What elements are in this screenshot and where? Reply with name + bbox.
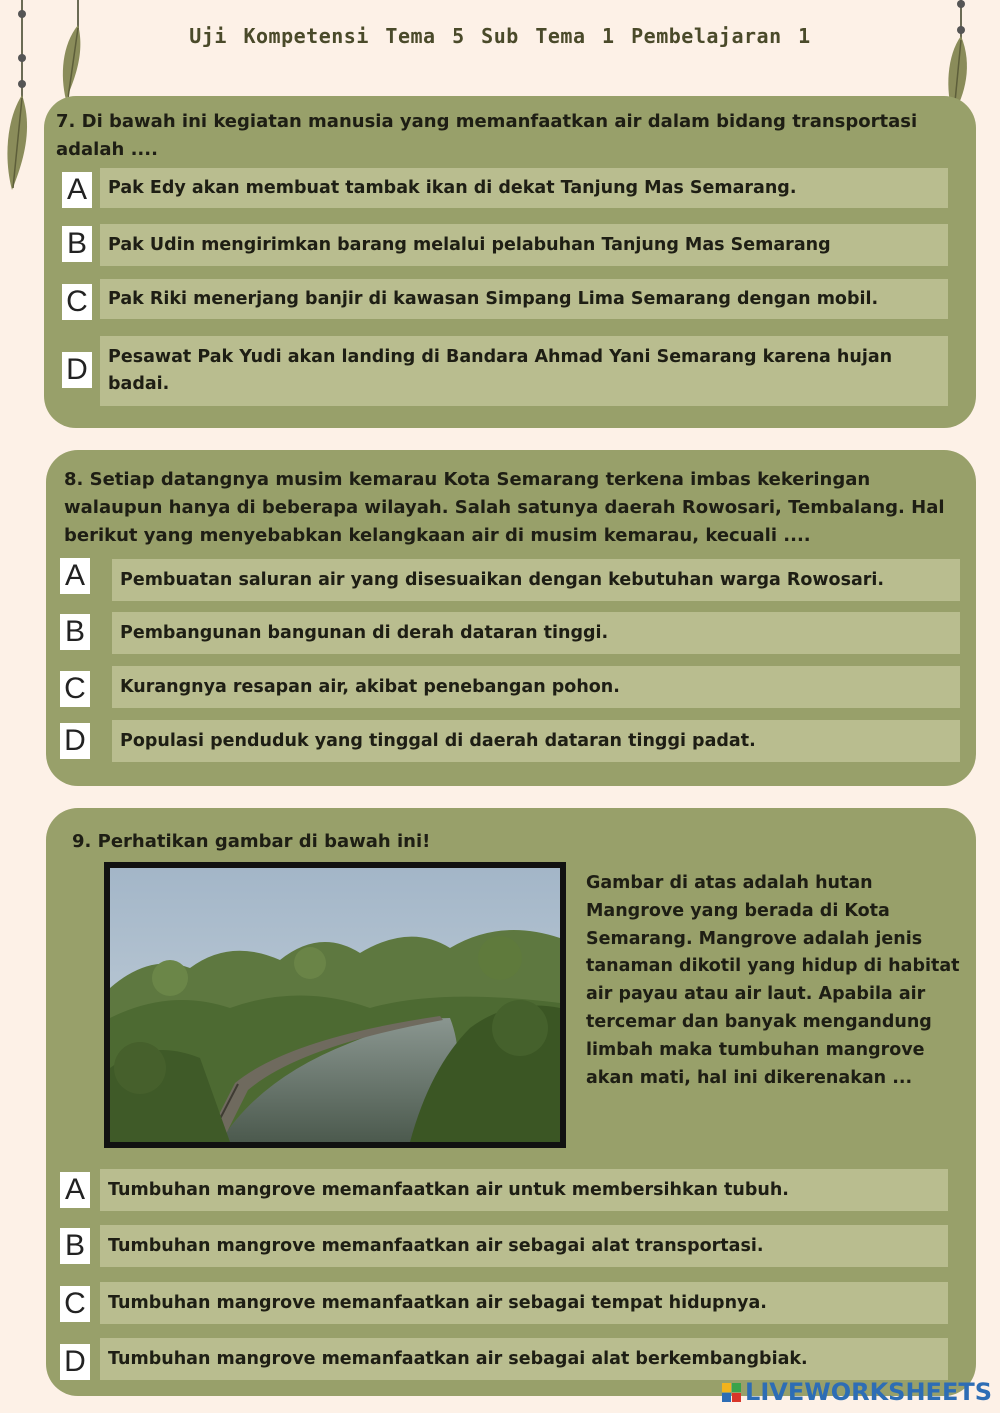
q8-option-b-letter[interactable]: B xyxy=(60,614,90,650)
q9-option-c-letter[interactable]: C xyxy=(60,1286,90,1322)
page-title: Uji Kompetensi Tema 5 Sub Tema 1 Pembelajaran 1 xyxy=(189,24,811,48)
question-9-text: 9. Perhatikan gambar di bawah ini! xyxy=(72,831,431,852)
q7-option-d[interactable]: Pesawat Pak Yudi akan landing di Bandara Ahmad Yani Semarang karena hujan badai. xyxy=(100,336,948,406)
q8-option-c-letter[interactable]: C xyxy=(60,671,90,707)
question-7-text: 7. Di bawah ini kegiatan manusia yang memanfaatkan air dalam bidang transportasi adalah .... xyxy=(56,111,918,160)
q7-option-c[interactable]: Pak Riki menerjang banjir di kawasan Simpang Lima Semarang dengan mobil. xyxy=(100,279,948,319)
q8-option-a[interactable]: Pembuatan saluran air yang disesuaikan dengan kebutuhan warga Rowosari. xyxy=(112,559,960,601)
question-8-text: 8. Setiap datangnya musim kemarau Kota Semarang terkena imbas kekeringan walaupun hanya di beberapa wilayah. Salah satunya daerah Rowosari, Tembalang. Hal berikut yang menyebabkan kelangkaan air di musim kemarau, kecuali .... xyxy=(64,469,945,546)
q7-option-d-letter[interactable]: D xyxy=(62,352,92,388)
q9-option-b[interactable]: Tumbuhan mangrove memanfaatkan air sebagai alat transportasi. xyxy=(100,1225,948,1267)
q7-option-b[interactable]: Pak Udin mengirimkan barang melalui pelabuhan Tanjung Mas Semarang xyxy=(100,224,948,266)
mangrove-photo xyxy=(104,862,566,1148)
q7-option-a-letter[interactable]: A xyxy=(62,172,92,208)
q8-option-a-letter[interactable]: A xyxy=(60,558,90,594)
q7-option-a[interactable]: Pak Edy akan membuat tambak ikan di dekat Tanjung Mas Semarang. xyxy=(100,168,948,208)
q8-option-d[interactable]: Populasi penduduk yang tinggal di daerah dataran tinggi padat. xyxy=(112,720,960,762)
question-9-description: Gambar di atas adalah hutan Mangrove yang berada di Kota Semarang. Mangrove adalah jenis tanaman dikotil yang hidup di habitat air payau atau air laut. Apabila air tercemar dan banyak mengandung limbah maka tumbuhan mangrove akan mati, hal ini dikerenakan ... xyxy=(586,873,960,1088)
q9-option-c[interactable]: Tumbuhan mangrove memanfaatkan air sebagai tempat hidupnya. xyxy=(100,1282,948,1324)
liveworksheets-logo-icon xyxy=(722,1383,741,1402)
q8-option-b[interactable]: Pembangunan bangunan di derah dataran tinggi. xyxy=(112,612,960,654)
liveworksheets-brand xyxy=(722,1378,992,1406)
q9-option-a[interactable]: Tumbuhan mangrove memanfaatkan air untuk membersihkan tubuh. xyxy=(100,1169,948,1211)
q7-option-c-letter[interactable]: C xyxy=(62,284,92,320)
q8-option-c[interactable]: Kurangnya resapan air, akibat penebangan pohon. xyxy=(112,666,960,708)
q9-option-d[interactable]: Tumbuhan mangrove memanfaatkan air sebagai alat berkembangbiak. xyxy=(100,1338,948,1380)
q7-option-b-letter[interactable]: B xyxy=(62,226,92,262)
liveworksheets-brand-text: LIVEWORKSHEETS xyxy=(745,1378,992,1406)
q9-option-a-letter[interactable]: A xyxy=(60,1172,90,1208)
q8-option-d-letter[interactable]: D xyxy=(60,723,90,759)
q9-option-d-letter[interactable]: D xyxy=(60,1344,90,1380)
q9-option-b-letter[interactable]: B xyxy=(60,1228,90,1264)
